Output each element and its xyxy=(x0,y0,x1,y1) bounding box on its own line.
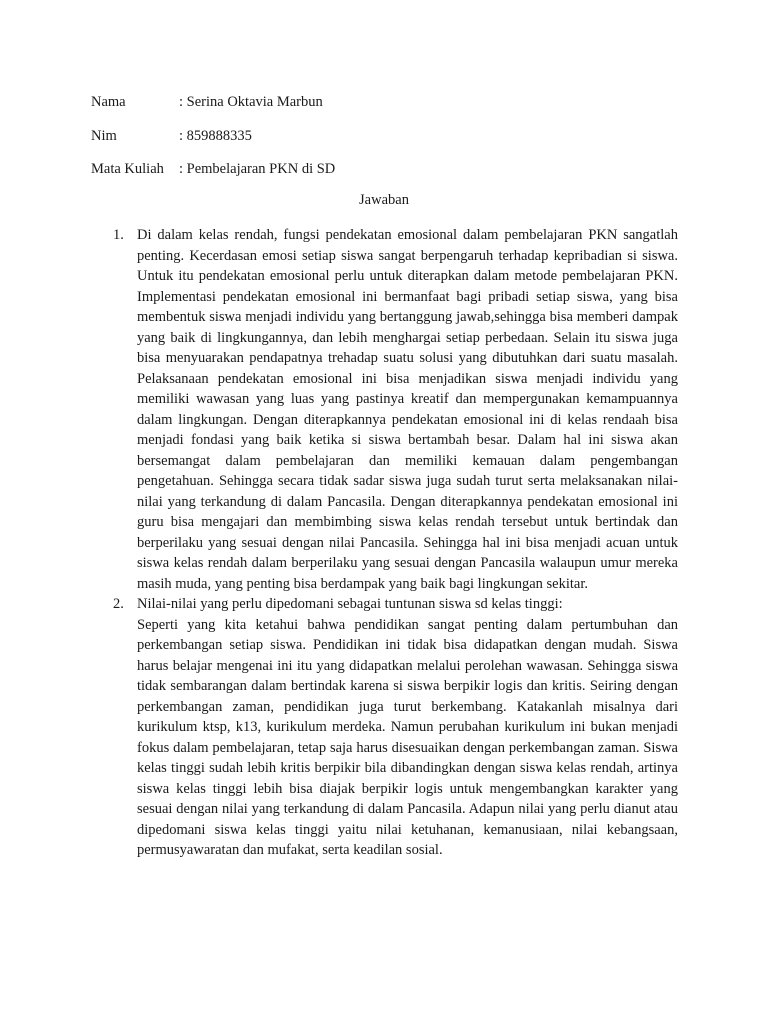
answer-item-2 xyxy=(91,594,678,861)
info-row-course xyxy=(91,159,335,179)
info-label-name: Nama xyxy=(91,94,126,110)
answer-question-line: Nilai-nilai yang perlu dipedomani sebagai tuntunan siswa sd kelas tinggi: xyxy=(137,596,563,612)
section-title: Jawaban xyxy=(359,192,409,208)
answer-item-1 xyxy=(91,225,678,594)
answer-list xyxy=(91,225,678,861)
answer-paragraph: Di dalam kelas rendah, fungsi pendekatan emosional dalam pembelajaran PKN sangatlah penting. Kecerdasan emosi setiap siswa sangat berpengaruh terhadap kepribadian si siswa. Untuk itu pendekatan emosional perlu untuk diterapkan dalam metode pembelajaran PKN. Implementasi pendekatan emosional ini bermanfaat bagi pribadi setiap siswa, yang bisa membentuk siswa menjadi individu yang bertanggung jawab,sehingga bisa memberi dampak yang baik di lingkungannya, dan lebih menghargai setiap perbedaan. Selain itu siswa juga bisa menyuarakan pendapatnya trehadap suatu solusi yang dibutuhkan dari suatu masalah. Pelaksanaan pendekatan emosional ini bisa menjadikan siswa menjadi individu yang memiliki wawasan yang luas yang pastinya kreatif dan mempergunakan kemampuannya dalam lingkungan. Dengan diterapkannya pendekatan emosional ini di kelas rendaah bisa menjadi fondasi yang baik ketika si siswa bertambah besar. Dalam hal ini siswa akan bersemangat dalam pembelajaran dan memiliki kemauan dalam pengembangan pengetahuan. Sehingga secara tidak sadar siswa juga sudah turut serta melaksanakan nilai-nilai yang terkandung di dalam Pancasila. Dengan diterapkannya pendekatan emosional ini guru bisa mengajari dan membimbing siswa kelas rendah tersebut untuk bertindak dan berperilaku yang sesuai dengan nilai Pancasila. Sehingga hal ini bisa menjadi acuan untuk siswa kelas rendah dalam berperilaku yang sesuai dengan Pancasila walaupun umur mereka masih muda, yang penting bisa berdampak yang baik bagi lingkungan sekitar. xyxy=(137,227,678,592)
answer-number: 2. xyxy=(113,596,124,612)
info-value-name: : Serina Oktavia Marbun xyxy=(179,94,323,110)
info-value-nim: : 859888335 xyxy=(179,127,252,144)
answer-paragraph: Seperti yang kita ketahui bahwa pendidikan sangat penting dalam pertumbuhan dan perkembangan setiap siswa. Pendidikan ini tidak bisa didapatkan dengan mudah. Siswa harus belajar mengenai ini itu yang didapatkan melalui perolehan wawasan. Sehingga siswa tidak sembarangan dalam bertindak karena si siswa berpikir logis dan kritis. Seiring dengan perkembangan zaman, pendidikan juga turut berkembang. Katakanlah misalnya dari kurikulum ktsp, k13, kurikulum merdeka. Namun perubahan kurikulum ini bukan menjadi fokus dalam pembelajaran, tetap saja harus disesuaikan dengan perkembangan zaman. Siswa kelas tinggi sudah lebih kritis berpikir bila dibandingkan dengan siswa kelas rendah, artinya siswa kelas tinggi lebih bisa diajak berpikir logis untuk mengembangkan karakter yang sesuai dengan nilai yang terkandung di dalam Pancasila. Adapun nilai yang perlu dianut atau dipedomani siswa kelas tinggi yaitu nilai ketuhanan, kemanusiaan, nilai kebangsaan, permusyawaratan dan mufakat, serta keadilan sosial. xyxy=(137,616,678,858)
info-label-course: Mata Kuliah xyxy=(91,161,164,177)
info-value-course: : Pembelajaran PKN di SD xyxy=(179,161,336,177)
info-row-nim xyxy=(91,126,335,146)
student-info xyxy=(91,92,335,193)
info-row-name xyxy=(91,92,335,112)
answer-number: 1. xyxy=(113,227,124,243)
info-label-nim: Nim xyxy=(91,127,117,144)
